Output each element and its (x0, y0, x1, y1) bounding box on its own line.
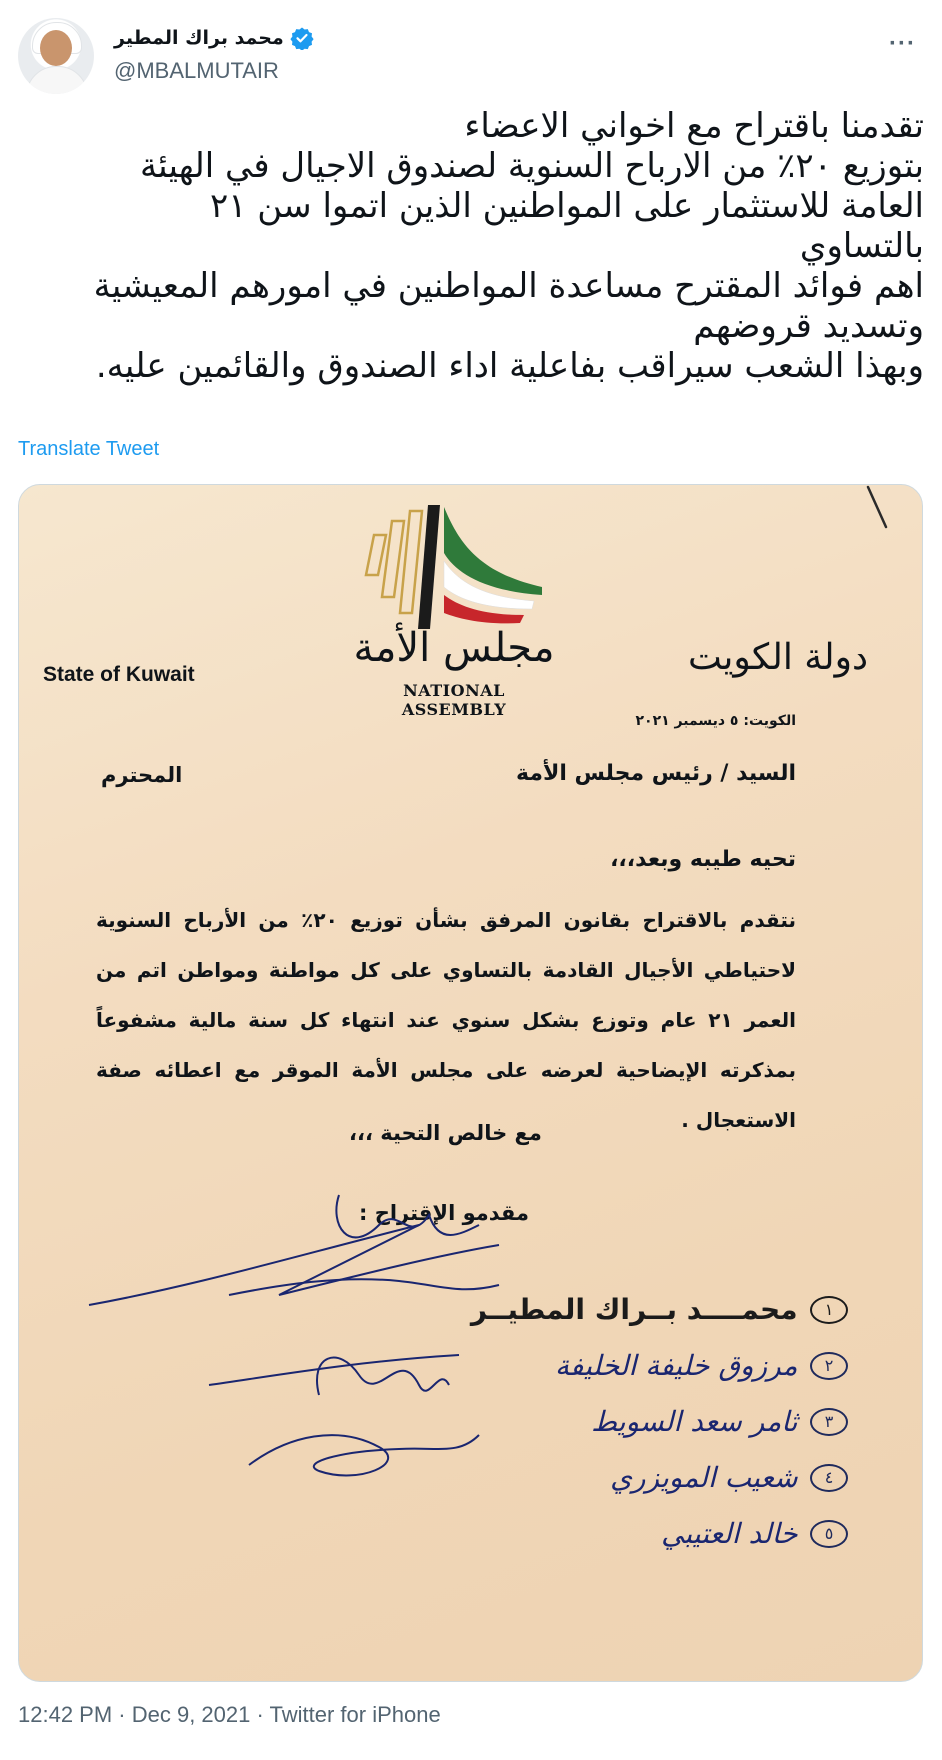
state-of-kuwait-english: State of Kuwait (43, 663, 195, 686)
author-display-name[interactable]: محمد براك المطير (114, 27, 284, 49)
signer-number: ٤ (810, 1464, 848, 1492)
tweet-line: اهم فوائد المقترح مساعدة المواطنين في امورهم المعيشية (93, 266, 924, 306)
signer-number: ٣ (810, 1408, 848, 1436)
national-assembly-emblem-icon (364, 503, 544, 631)
avatar[interactable] (18, 18, 94, 94)
tweet-line: وتسديد قروضهم (693, 306, 924, 346)
tweet-header (18, 18, 924, 98)
pencil-mark (862, 485, 892, 531)
tweet-line: العامة للاستثمار على المواطنين الذين اتموا سن ٢١ (209, 186, 924, 226)
assembly-name-arabic: مجلس الأمة (353, 625, 555, 671)
signer-name: مرزوق خليفة الخليفة (555, 1349, 798, 1382)
translate-tweet-link[interactable]: Translate Tweet (18, 438, 160, 460)
assembly-name-english: NATIONAL ASSEMBLY (401, 681, 507, 719)
signer-item (428, 1293, 848, 1349)
letter-greeting: تحيه طيبه وبعد،،، (610, 847, 796, 872)
letter-salutation: السيد / رئيس مجلس الأمة (516, 761, 796, 786)
signer-number: ١ (810, 1296, 848, 1324)
signer-item (428, 1349, 848, 1405)
signer-name: محمــــد بــراك المطيــر (470, 1293, 798, 1326)
signer-item (428, 1461, 848, 1517)
tweet-line: بتوزيع ٢٠٪ من الارباح السنوية لصندوق الاجيال في الهيئة (139, 146, 924, 186)
author-name-row[interactable] (114, 24, 314, 52)
tweet-line: بالتساوي (799, 226, 924, 266)
signer-number: ٢ (810, 1352, 848, 1380)
signer-item (428, 1517, 848, 1573)
letter-respected: المحترم (101, 763, 183, 787)
more-options-icon[interactable]: ··· (889, 30, 916, 57)
signer-item (428, 1405, 848, 1461)
signer-name: خالد العتيبي (661, 1517, 798, 1550)
verified-badge-icon (290, 26, 314, 50)
signer-number: ٥ (810, 1520, 848, 1548)
letter-body: نتقدم بالاقتراح بقانون المرفق بشأن توزيع ٢٠٪ من الأرباح السنوية لاحتياطي الأجيال القادمة بالتساوي على كل مواطنة ومواطن اتم من العمر ٢١ عام وتوزع بشكل سنوي عند انتهاء كل سنة مالية مشفوعاً بمذكرته الإيضاحية لعرضه على مجلس الأمة الموقر مع اعطائه صفة الاستعجال . (96, 908, 796, 1132)
attached-document-image[interactable] (18, 484, 923, 1682)
proposers-label: مقدمو الإقتراح : (359, 1201, 529, 1225)
state-of-kuwait-arabic: دولة الكويت (688, 637, 868, 678)
tweet-text (18, 106, 924, 386)
letter-closing: مع خالص التحية ،،، (349, 1121, 542, 1145)
signers-list (428, 1293, 848, 1573)
signer-name: ثامر سعد السويط (591, 1405, 798, 1438)
signer-name: شعيب المويزري (610, 1461, 798, 1494)
tweet-line: وبهذا الشعب سيراقب بفاعلية اداء الصندوق والقائمين عليه. (95, 346, 924, 386)
author-handle[interactable]: @MBALMUTAIR (114, 58, 279, 83)
tweet-line: تقدمنا باقتراح مع اخواني الاعضاء (464, 106, 924, 146)
tweet-timestamp-source[interactable]: 12:42 PM · Dec 9, 2021 · Twitter for iPhone (18, 1702, 441, 1727)
letter-date: الكويت: ٥ ديسمبر ٢٠٢١ (635, 713, 796, 729)
